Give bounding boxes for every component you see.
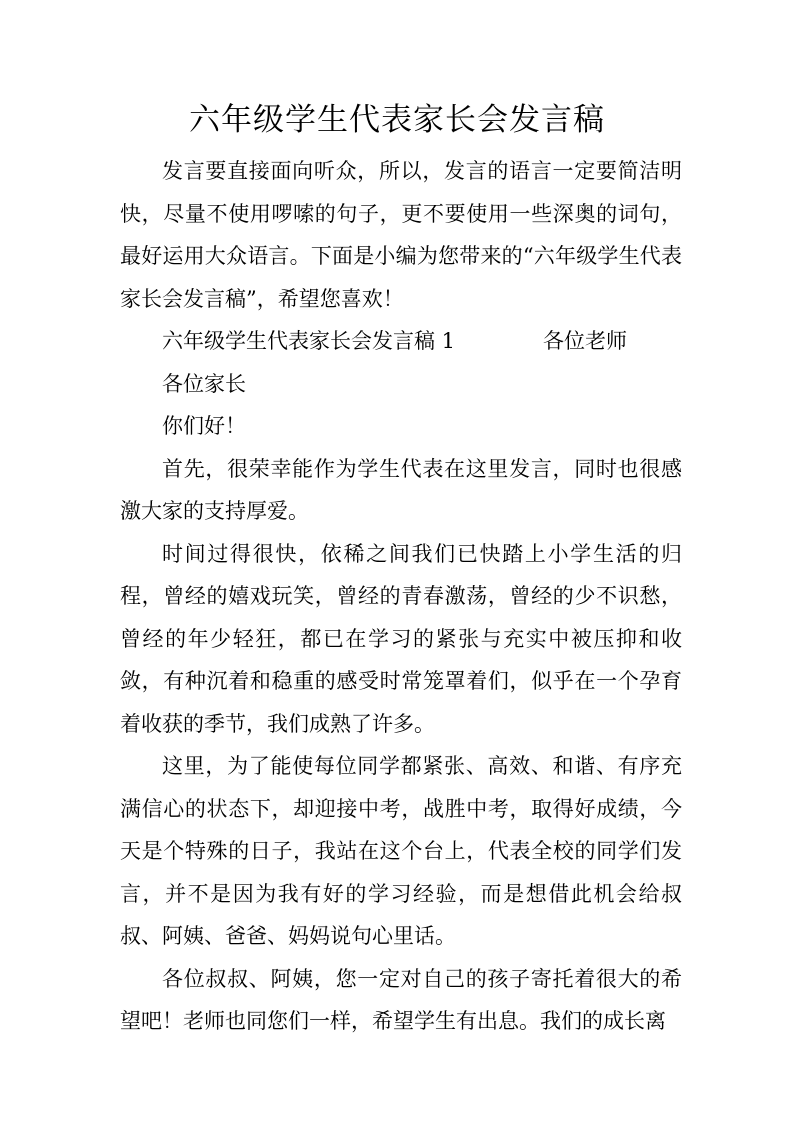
salutation-parents: 各位家长 [162,371,246,396]
section-heading: 六年级学生代表家长会发言稿 1 [162,329,456,353]
salutation-teachers: 各位老师 [543,329,628,353]
section-heading-line [120,320,682,363]
body-paragraph-1: 首先，很荣幸能作为学生代表在这里发言，同时也很感激大家的支持厚爱。 [120,456,682,523]
intro-paragraph: 发言要直接面向听众，所以，发言的语言一定要简洁明快，尽量不使用啰嗦的句子，更不要使用一些深奥的词句，最好运用大众语言。下面是小编为您带来的“六年级学生代表家长会发言稿”，希望您喜欢！ [120,159,682,311]
document-body [120,150,682,1043]
greeting: 你们好！ [162,414,246,438]
body-paragraph-3: 这里，为了能使每位同学都紧张、高效、和谐、有序充满信心的状态下，却迎接中考，战胜中考，取得好成绩，今天是个特殊的日子，我站在这个台上，代表全校的同学们发言，并不是因为我有好的学习经验，而是想借此机会给叔叔、阿姨、爸爸、妈妈说句心里话。 [120,754,682,948]
body-paragraph-4: 各位叔叔、阿姨，您一定对自己的孩子寄托着很大的希望吧！老师也同您们一样，希望学生有出息。我们的成长离 [120,966,682,1033]
body-paragraph-2: 时间过得很快，依稀之间我们已快踏上小学生活的归程，曾经的嬉戏玩笑，曾经的青春激荡，曾经的少不识愁，曾经的年少轻狂，都已在学习的紧张与充实中被压抑和收敛，有种沉着和稳重的感受时常笼罩着们，似乎在一个孕育着收获的季节，我们成熟了许多。 [120,541,682,736]
document-title: 六年级学生代表家长会发言稿 [189,102,605,138]
